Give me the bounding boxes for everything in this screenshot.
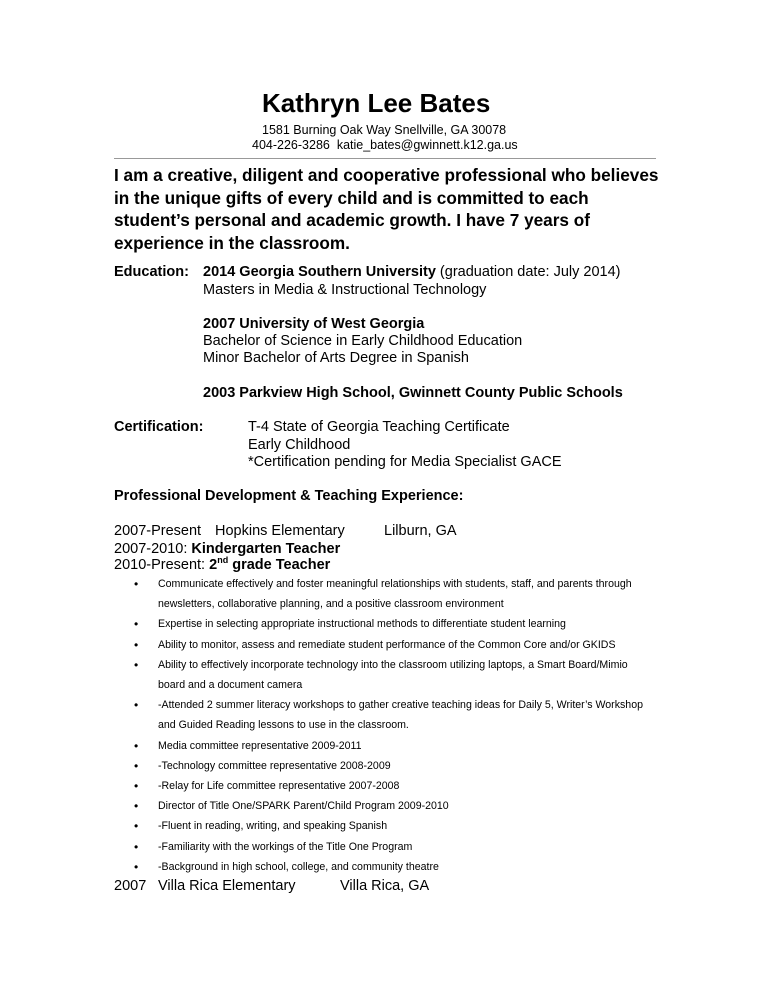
degree-line: Masters in Media & Instructional Technology: [203, 282, 487, 298]
certification-line: *Certification pending for Media Specialist GACE: [248, 454, 562, 470]
list-item: • Communicate effectively and foster meaningful relationships with students, staff, and parents through newsletters, collaborative planning, and a positive classroom environment: [114, 574, 654, 614]
school-name: 2003 Parkview High School, Gwinnett County Public Schools: [203, 385, 623, 401]
education-entry-1: [203, 264, 621, 280]
list-item: • -Relay for Life committee representative 2007-2008: [114, 776, 654, 796]
phone: 404-226-3286: [252, 138, 330, 152]
role-title-num: 2: [209, 557, 218, 573]
school-name: 2014 Georgia Southern University: [203, 264, 436, 280]
role-years: 2010-Present:: [114, 557, 206, 573]
list-item: • -Familiarity with the workings of the Title One Program: [114, 837, 654, 857]
certification-label: Certification:: [114, 419, 204, 435]
list-item: • -Attended 2 summer literacy workshops to gather creative teaching ideas for Daily 5, Writer’s Workshop and Guided Reading lessons to use in the classroom.: [114, 695, 654, 735]
role-title: grade Teacher: [232, 557, 331, 573]
list-item: • -Background in high school, college, and community theatre: [114, 857, 654, 877]
list-item: • Media committee representative 2009-2011: [114, 736, 654, 756]
certification-line: Early Childhood: [248, 437, 351, 453]
job-school: Villa Rica Elementary: [158, 878, 296, 894]
header-divider: [114, 158, 656, 159]
school-name: 2007 University of West Georgia: [203, 316, 425, 332]
degree-line: Bachelor of Science in Early Childhood Education: [203, 333, 523, 349]
job-location: Villa Rica, GA: [340, 878, 430, 894]
education-label: Education:: [114, 264, 189, 280]
school-note: (graduation date: July 2014): [439, 264, 621, 280]
responsibilities-list: [114, 574, 654, 877]
address: 1581 Burning Oak Way Snellville, GA 30078: [262, 123, 507, 137]
degree-line: Minor Bachelor of Arts Degree in Spanish: [203, 350, 469, 366]
list-item: • Ability to monitor, assess and remediate student performance of the Common Core and/or GKIDS: [114, 635, 654, 655]
job-school: Hopkins Elementary: [215, 523, 345, 539]
list-item: • Director of Title One/SPARK Parent/Child Program 2009-2010: [114, 796, 654, 816]
resume-name: Kathryn Lee Bates: [262, 88, 491, 118]
email: katie_bates@gwinnett.k12.ga.us: [336, 138, 518, 152]
list-item: • Expertise in selecting appropriate instructional methods to differentiate student learning: [114, 614, 654, 634]
contact-line: [252, 138, 518, 152]
role-line: [114, 557, 330, 573]
role-title: Kindergarten Teacher: [191, 541, 341, 557]
list-item: • -Fluent in reading, writing, and speaking Spanish: [114, 816, 654, 836]
certification-line: T-4 State of Georgia Teaching Certificate: [248, 419, 510, 435]
job-years: 2007-Present: [114, 523, 202, 539]
job-years: 2007: [114, 878, 147, 894]
role-years: 2007-2010:: [114, 541, 188, 557]
experience-heading: Professional Development & Teaching Experience:: [114, 488, 464, 504]
objective-statement: I am a creative, diligent and cooperative professional who believes in the unique gifts of every child and is committed to each student’s personal and academic growth. I have 7 years of experience in the classroom.: [114, 165, 659, 253]
list-item: • Ability to effectively incorporate technology into the classroom utilizing laptops, a Smart Board/Mimio board and a document camera: [114, 655, 654, 695]
list-item: • -Technology committee representative 2008-2009: [114, 756, 654, 776]
job-location: Lilburn, GA: [384, 523, 457, 539]
role-title-suffix: nd: [217, 555, 229, 566]
